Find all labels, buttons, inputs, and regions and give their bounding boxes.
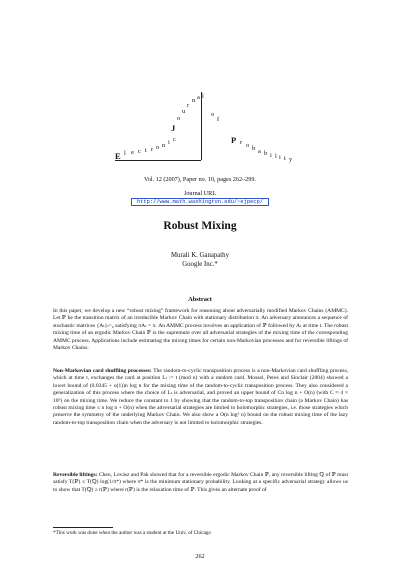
author-name: Murali K. Ganapathy — [171, 252, 229, 259]
paragraph-text: Chen, Lovász and Pak showed that for a reversible ergodic Markov Chain ℙ, any reversible lifting ℚ of ℙ must satisfy T(ℙ) ≤ T(ℚ) log(1/π*) where π* is the minimum stationary probability. Looking at a specific adversarial strategy allows us to show that T(ℚ) ≥ r(ℙ) where r(ℙ) is the relaxation time of ℙ. This gives an alternate proof of — [53, 472, 348, 493]
paragraph-text: The random-to-cyclic transposition process is a non-Markovian card shuffling process, which at time t, exchanges the card at position Lₜ := t (mod n) with a random card. Mossel, Peres and Sinclair (2004) showed a lower bound of (0.0345 + o(1))n log n for the mixing time of the random-to-cyclic transposition process. They also considered a generalization of this process where the choice of Lₜ is adversarial, and proved an upper bound of Cn log n + O(n) (with C ≈ 4 × 10⁵) on the mixing time. We reduce the constant to 1 by showing that the random-to-top transposition chain (a Markov Chain) has robust mixing time ≤ n log n + O(n) when the adversarial strategies are limited to holomorphic strategies, i.e. those strategies which preserve the symmetry of the underlying Markov Chain. We also show a O(n log² n) bound on the robust mixing time of the lazy random-to-top transposition chain when the adversary is not limited to holomorphic strategies. — [53, 368, 348, 426]
logo-letter: E — [115, 151, 121, 161]
logo-letter: a — [258, 148, 261, 155]
footnote-rule — [53, 527, 113, 528]
abstract-heading: Abstract — [188, 296, 212, 303]
logo-letter: l — [275, 153, 277, 160]
author-affiliation: Google Inc.* — [182, 261, 218, 268]
journal-url-link[interactable]: http://www.math.washington.edu/~ejpecp/ — [131, 198, 269, 206]
logo-letter: l — [202, 93, 204, 100]
logo-letter: e — [131, 149, 134, 156]
journal-logo — [103, 92, 303, 172]
logo-letter: o — [156, 144, 160, 151]
logo-letter: f — [217, 116, 220, 123]
abstract-paragraph-liftings — [53, 472, 348, 494]
footnote: *This work was done when the author was a student at the Univ. of Chicago — [53, 530, 211, 536]
abstract-paragraph: In this paper, we develop a new “robust mixing” framework for reasoning about adversarially modified Markov Chains (AMMC). Let ℙ be the transition matrix of an irreducible Markov Chain with stationary distribution π. An adversary announces a sequence of stochastic matrices {Aₜ}ₜ>₀ satisfying πAₜ = π. An AMMC process involves an application of ℙ followed by Aₜ at time t. The robust mixing time of an ergodic Markov Chain ℙ is the supremum over all adversarial strategies of the mixing time of the corresponding AMMC process. Applications include estimating the mixing times for certain non-Markovian processes and for reversible liftings of Markov Chains. — [53, 308, 348, 352]
paper-title: Robust Mixing — [163, 220, 237, 232]
logo-letter: P — [231, 135, 237, 145]
page-number: 262 — [195, 553, 205, 560]
abstract-paragraph-shuffling — [53, 368, 348, 427]
logo-letter: o — [246, 142, 250, 149]
logo-letter: c — [138, 148, 141, 155]
logo-letter: i — [279, 154, 281, 161]
logo-letter: r — [151, 146, 154, 153]
logo-letter: J — [171, 123, 176, 133]
logo-vertical-rule — [201, 92, 202, 160]
logo-letter: n — [162, 142, 166, 149]
logo-letter: n — [192, 97, 196, 104]
paragraph-heading: Non-Markovian card shuffling processes: — [53, 368, 152, 374]
logo-letter: c — [173, 136, 176, 143]
logo-letter: t — [145, 147, 147, 154]
logo-letter: r — [187, 102, 190, 109]
paragraph-heading: Reversible liftings: — [53, 472, 98, 478]
logo-letter: a — [197, 94, 200, 101]
logo-letter: o — [177, 115, 181, 122]
logo-letter: i — [270, 152, 272, 159]
logo-letter: t — [284, 155, 286, 162]
logo-horizontal-rule — [115, 160, 201, 161]
logo-letter: y — [289, 156, 293, 163]
logo-letter: b — [252, 145, 256, 152]
journal-url-label: Journal URL — [183, 190, 217, 197]
logo-letter: b — [264, 150, 268, 157]
logo-letter: r — [240, 139, 243, 146]
volume-line: Vol. 12 (2007), Paper no. 10, pages 262–299. — [144, 176, 256, 183]
logo-letter: u — [182, 108, 186, 115]
logo-letter: i — [168, 139, 170, 146]
logo-letter: o — [211, 111, 215, 118]
logo-letter: l — [124, 150, 126, 157]
